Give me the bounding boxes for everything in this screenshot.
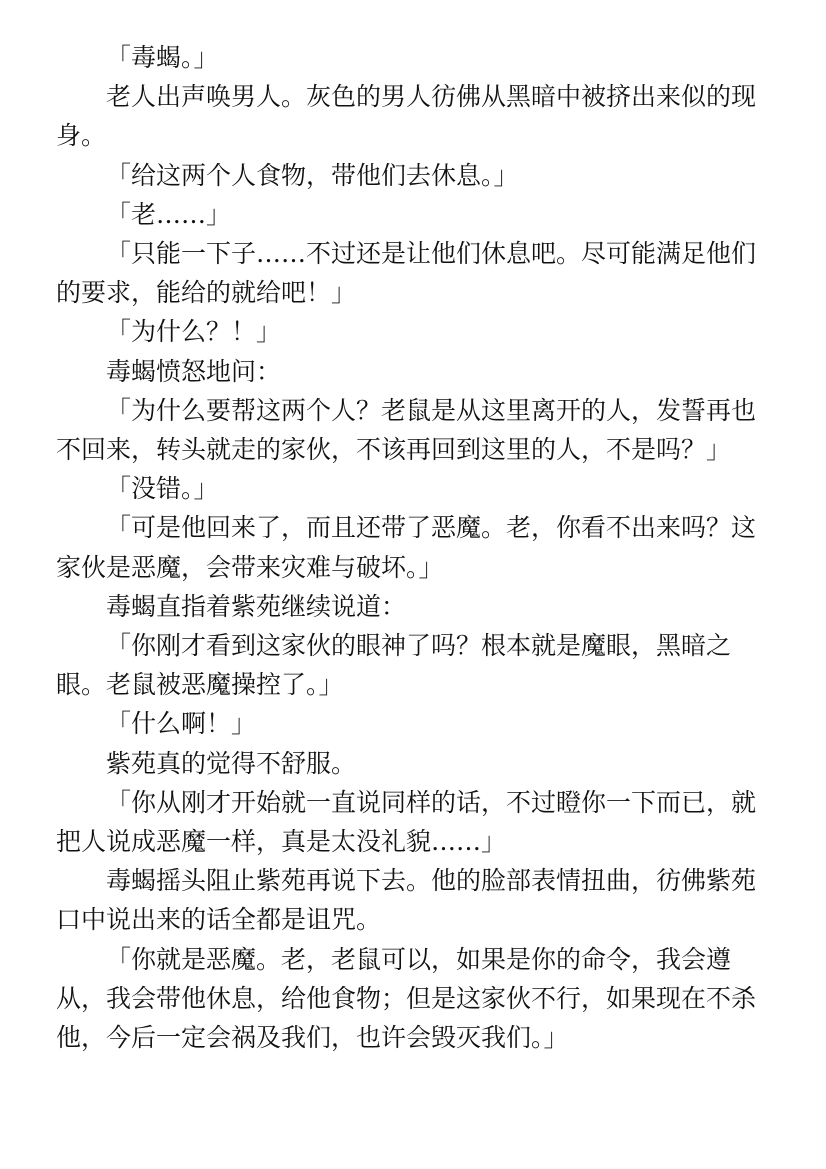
paragraph: 「你从刚才开始就一直说同样的话，不过瞪你一下而已，就把人说成恶魔一样，真是太没礼貌……」 <box>56 787 757 857</box>
document-page <box>56 38 756 1057</box>
paragraph: 「给这两个人食物，带他们去休息。」 <box>106 160 519 190</box>
paragraph: 「你就是恶魔。老，老鼠可以，如果是你的命令，我会遵从，我会带他休息，给他食物；但是这家伙不行，如果现在不杀他，今后一定会祸及我们，也许会毁灭我们。」 <box>56 944 757 1053</box>
paragraph: 老人出声唤男人。灰色的男人彷佛从黑暗中被挤出来似的现身。 <box>56 82 757 151</box>
paragraph: 「老……」 <box>106 199 232 229</box>
paragraph: 「为什么？！」 <box>106 317 282 347</box>
paragraph: 「为什么要帮这两个人？老鼠是从这里离开的人，发誓再也不回来，转头就走的家伙，不该再回到这里的人，不是吗？」 <box>56 395 757 465</box>
paragraph: 紫苑真的觉得不舒服。 <box>106 748 357 778</box>
paragraph: 「只能一下子……不过还是让他们休息吧。尽可能满足他们的要求，能给的就给吧！」 <box>56 239 757 308</box>
paragraph: 「什么啊！」 <box>106 709 257 739</box>
paragraph: 「你刚才看到这家伙的眼神了吗？根本就是魔眼，黑暗之眼。老鼠被恶魔操控了。」 <box>56 631 732 700</box>
paragraph: 「可是他回来了，而且还带了恶魔。老，你看不出来吗？这家伙是恶魔，会带来灾难与破坏。」 <box>56 513 757 582</box>
paragraph: 「没错。」 <box>106 474 219 504</box>
paragraph: 毒蝎愤怒地问： <box>106 356 282 386</box>
paragraph: 毒蝎摇头阻止紫苑再说下去。他的脸部表情扭曲，彷佛紫苑口中说出来的话全都是诅咒。 <box>56 866 757 935</box>
paragraph: 「毒蝎。」 <box>106 43 219 72</box>
paragraph: 毒蝎直指着紫苑继续说道： <box>106 591 407 621</box>
